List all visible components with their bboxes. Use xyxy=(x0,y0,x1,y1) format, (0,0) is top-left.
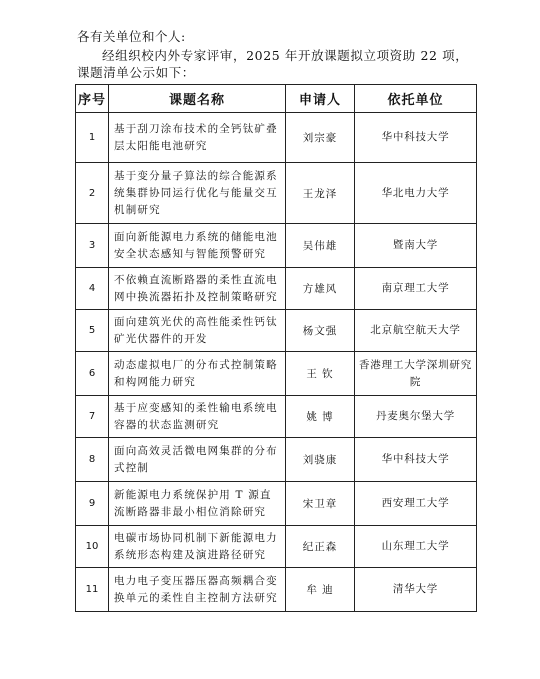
row-unit: 丹麦奥尔堡大学 xyxy=(355,396,477,438)
header-no: 序号 xyxy=(76,85,109,113)
row-title: 基于应变感知的柔性输电系统电容器的状态监测研究 xyxy=(109,396,286,438)
table-row xyxy=(76,482,477,526)
table-row xyxy=(76,113,477,163)
row-title: 基于刮刀涂布技术的全钙钛矿叠层太阳能电池研究 xyxy=(109,113,286,163)
row-no: 8 xyxy=(76,438,109,482)
row-applicant: 宋卫章 xyxy=(286,482,355,526)
row-applicant: 吴伟雄 xyxy=(286,224,355,268)
row-title: 面向高效灵活微电网集群的分布式控制 xyxy=(109,438,286,482)
intro-text: 经组织校内外专家评审，2025 年开放课题拟立项资助 22 项，课题清单公示如下： xyxy=(77,48,469,80)
row-unit: 山东理工大学 xyxy=(355,526,477,568)
table-row xyxy=(76,163,477,224)
row-title: 新能源电力系统保护用 T 源直流断路器非最小相位消除研究 xyxy=(109,482,286,526)
row-unit: 华北电力大学 xyxy=(355,163,477,224)
row-title: 面向建筑光伏的高性能柔性钙钛矿光伏器件的开发 xyxy=(109,310,286,352)
table-row xyxy=(76,268,477,310)
row-no: 3 xyxy=(76,224,109,268)
row-unit: 北京航空航天大学 xyxy=(355,310,477,352)
row-title: 面向新能源电力系统的储能电池安全状态感知与智能预警研究 xyxy=(109,224,286,268)
row-no: 9 xyxy=(76,482,109,526)
table-header-row xyxy=(76,85,477,113)
row-no: 5 xyxy=(76,310,109,352)
row-no: 6 xyxy=(76,352,109,396)
row-applicant: 王 钦 xyxy=(286,352,355,396)
row-applicant: 牟 迪 xyxy=(286,568,355,612)
row-no: 1 xyxy=(76,113,109,163)
table-row xyxy=(76,310,477,352)
row-unit: 暨南大学 xyxy=(355,224,477,268)
row-title: 不依赖直流断路器的柔性直流电网中换流器拓扑及控制策略研究 xyxy=(109,268,286,310)
row-no: 7 xyxy=(76,396,109,438)
table-row xyxy=(76,396,477,438)
table-row xyxy=(76,438,477,482)
row-unit: 香港理工大学深圳研究院 xyxy=(355,352,477,396)
row-no: 10 xyxy=(76,526,109,568)
table-row xyxy=(76,526,477,568)
table-row xyxy=(76,568,477,612)
row-title: 动态虚拟电厂的分布式控制策略和构网能力研究 xyxy=(109,352,286,396)
row-title: 基于变分量子算法的综合能源系统集群协同运行优化与能量交互机制研究 xyxy=(109,163,286,224)
row-applicant: 姚 博 xyxy=(286,396,355,438)
row-unit: 清华大学 xyxy=(355,568,477,612)
row-no: 2 xyxy=(76,163,109,224)
row-applicant: 王龙泽 xyxy=(286,163,355,224)
row-unit: 南京理工大学 xyxy=(355,268,477,310)
header-applicant: 申请人 xyxy=(286,85,355,113)
row-unit: 华中科技大学 xyxy=(355,438,477,482)
row-title: 电力电子变压器压器高频耦合变换单元的柔性自主控制方法研究 xyxy=(109,568,286,612)
intro-paragraph xyxy=(77,47,477,81)
header-title: 课题名称 xyxy=(109,85,286,113)
table-row xyxy=(76,352,477,396)
row-applicant: 方雄风 xyxy=(286,268,355,310)
row-applicant: 刘骁康 xyxy=(286,438,355,482)
row-title: 电碳市场协同机制下新能源电力系统形态构建及演进路径研究 xyxy=(109,526,286,568)
row-no: 11 xyxy=(76,568,109,612)
project-table xyxy=(75,84,477,612)
header-unit: 依托单位 xyxy=(355,85,477,113)
row-no: 4 xyxy=(76,268,109,310)
row-applicant: 纪正森 xyxy=(286,526,355,568)
row-unit: 西安理工大学 xyxy=(355,482,477,526)
row-applicant: 杨文强 xyxy=(286,310,355,352)
table-row xyxy=(76,224,477,268)
salutation: 各有关单位和个人: xyxy=(77,29,186,44)
row-applicant: 刘宗豪 xyxy=(286,113,355,163)
row-unit: 华中科技大学 xyxy=(355,113,477,163)
